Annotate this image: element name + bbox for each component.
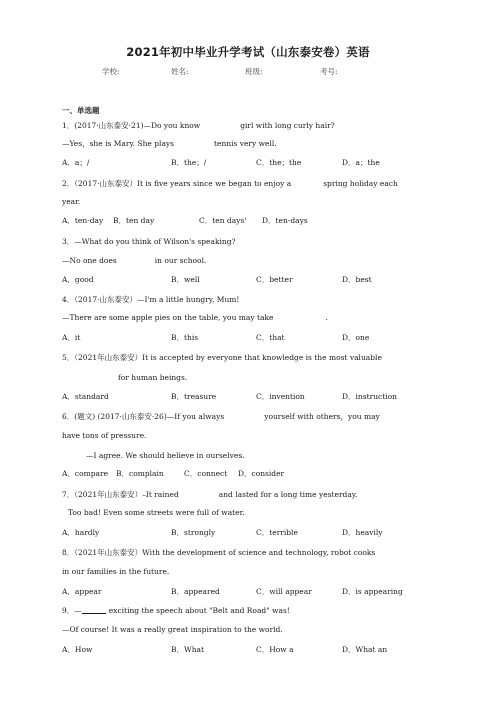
name-label: 姓名: (171, 67, 189, 76)
option-b: B．appeared (171, 587, 220, 596)
option-d: D．consider (238, 469, 285, 478)
question-line: —Of course! It was a really great inspiration to the world. (62, 625, 283, 634)
question-line: for human beings. (118, 373, 188, 382)
option-d: D．a；the (342, 158, 380, 167)
option-c: C．How a (256, 645, 294, 654)
option-c: C．connect (184, 469, 228, 478)
option-a: A．ten-day (62, 216, 104, 225)
option-d: D．heavily (342, 528, 383, 537)
page-title: 2021年初中毕业升学考试（山东泰安卷）英语 (126, 45, 370, 59)
option-b: B．well (171, 275, 200, 284)
question-stem: 6．(题文) (2017·山东泰安·26)—If you always yourself with others，you may (62, 412, 380, 421)
question-line: —Yes，she is Mary. She plays tennis very well. (62, 139, 277, 148)
question-stem: 9．— exciting the speech about "Belt and Road" was! (62, 606, 290, 615)
question-stem: 5．（2021年山东泰安）It is accepted by everyone that knowledge is the most valuable (62, 353, 382, 362)
option-b: B．complain (116, 469, 164, 478)
question-line: —There are some apple pies on the table, you may take . (62, 313, 328, 322)
option-c: C．will appear (256, 587, 312, 596)
question-line: —No one does in our school. (62, 256, 207, 265)
question-stem: 4．（2017·山东泰安）—I'm a little hungry, Mum! (62, 295, 240, 304)
option-b: B．treasure (171, 392, 217, 401)
option-c: C．ten days' (199, 216, 247, 225)
option-c: C．the；the (256, 158, 302, 167)
option-a: A．compare (62, 469, 109, 478)
option-d: D．What an (342, 645, 388, 654)
option-d: D．ten-days (262, 216, 308, 225)
question-stem: 3．—What do you think of Wilson's speaking? (62, 237, 236, 246)
option-d: D．best (342, 275, 372, 284)
question-stem: 1．(2017·山东泰安·21)—Do you know girl with long curly hair? (62, 121, 335, 130)
option-d: D．instruction (342, 392, 397, 401)
school-label: 学校: (102, 67, 120, 76)
question-line: year. (62, 197, 81, 206)
question-line: have tons of pressure. (62, 431, 147, 440)
option-a: A．How (62, 645, 93, 654)
option-a: A．it (62, 333, 81, 342)
student-info-row (0, 66, 496, 78)
option-d: D．is appearing (342, 587, 403, 596)
option-d: D．one (342, 333, 370, 342)
question-line: —I agree. We should believe in ourselves. (86, 451, 245, 460)
question-line: Too bad! Even some streets were full of water. (68, 508, 245, 517)
option-a: A．appear (62, 587, 102, 596)
option-b: B．the；/ (171, 158, 207, 167)
option-b: B．strongly (171, 528, 216, 537)
option-a: A．a；/ (62, 158, 90, 167)
section-heading: 一、单选题 (62, 106, 100, 115)
option-a: A．good (62, 275, 94, 284)
option-c: C．that (256, 333, 285, 342)
option-c: C．terrible (256, 528, 298, 537)
class-label: 班级: (245, 67, 263, 76)
option-b: B．this (171, 333, 199, 342)
option-b: B．ten day (113, 216, 155, 225)
question-stem: 2．（2017·山东泰安）It is five years since we began to enjoy a spring holiday each (62, 179, 398, 188)
exam-number-label: 考号: (320, 67, 338, 76)
question-line: in our families in the future. (62, 567, 170, 576)
option-a: A．standard (62, 392, 109, 401)
option-a: A．hardly (62, 528, 100, 537)
option-c: C．invention (256, 392, 305, 401)
option-c: C．better (256, 275, 293, 284)
question-stem: 7．（2021年山东泰安）–It rained and lasted for a long time yesterday. (62, 490, 358, 499)
question-stem: 8．（2021年山东泰安）With the development of science and technology, robot cooks (62, 548, 376, 557)
option-b: B．What (171, 645, 205, 654)
